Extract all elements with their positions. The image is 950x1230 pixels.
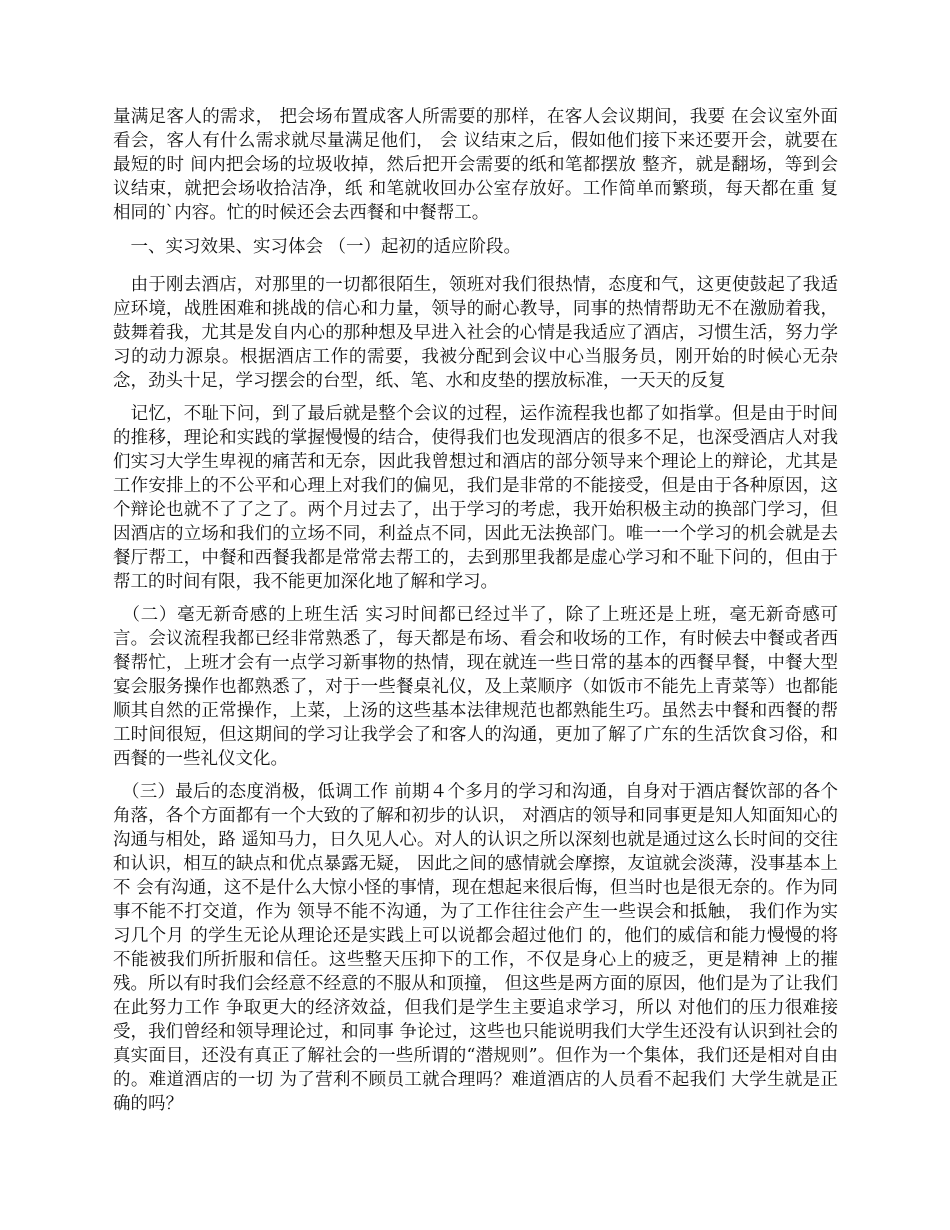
paragraph-intro: 量满足客人的需求， 把会场布置成客人所需要的那样，在客人会议期间，我要 在会议室外面看会，客人有什么需求就尽量满足他们， 会 议结束之后，假如他们接下来还要开会，就要在最短的时 间内把会场的垃圾收掉，然后把开会需要的纸和笔都摆放 整齐，就是翻场，等到会议结束，就把会场收拾洁净，纸 和笔就收回办公室存放好。工作简单而繁琐，每天都在重 复相同的`内容。忙的时候还会去西餐和中餐帮工。 [113,107,838,223]
document-body [113,105,838,1125]
paragraph-memory: 记忆，不耻下问，到了最后就是整个会议的过程，运作流程我也都了如指掌。但是由于时间的推移，理论和实践的掌握慢慢的结合，使得我们也发现酒店的很多不足，也深受酒店人对我们实习大学生卑视的痛苦和无奈，因此我曾想过和酒店的部分领导来个理论上的辩论，尤其是工作安排上的不公平和心理上对我们的偏见，我们是非常的不能接受，但是由于各种原因，这个辩论也就不了了之了。两个月过去了，出于学习的考虑，我开始积极主动的换部门学习，但因酒店的立场和我们的立场不同，利益点不同，因此无法换部门。唯一一个学习的机会就是去餐厅帮工，中餐和西餐我都是常常去帮工的，去到那里我都是虚心学习和不耻下问的，但由于帮工的时间有限，我不能更加深化地了解和学习。 [113,404,838,592]
paragraph-routine: （二）毫无新奇感的上班生活 实习时间都已经过半了，除了上班还是上班，毫无新奇感可言。会议流程我都已经非常熟悉了，每天都是布场、看会和收场的工作，有时候去中餐或者西餐帮忙，上班才会有一点学习新事物的热情，现在就连一些日常的基本的西餐早餐，中餐大型宴会服务操作也都熟悉了，对于一些餐桌礼仪，及上菜顺序（如饭市不能先上青菜等）也都能顺其自然的正常操作，上菜，上汤的这些基本法律规范也都熟能生巧。虽然去中餐和西餐的帮工时间很短，但这期间的学习让我学会了和客人的沟通，更加了解了广东的生活饮食习俗，和西餐的一些礼仪文化。 [113,605,838,769]
paragraph-attitude: （三）最后的态度消极，低调工作 前期４个多月的学习和沟通，自身对于酒店餐饮部的各个角落，各个方面都有一个大致的了解和初步的认识， 对酒店的领导和同事更是知人知面知心的沟通与相处，路 遥知马力，日久见人心。对人的认识之所以深刻也就是通过这么长时间的交往和认识，相互的缺点和优点暴露无疑， 因此之间的感情就会摩擦，友谊就会淡薄，没事基本上不 会有沟通，这不是什么大惊小怪的事情，现在想起来很后悔，但当时也是很无奈的。作为同事不能不打交道，作为 领导不能不沟通，为了工作往往会产生一些误会和抵触， 我们作为实习几个月 的学生无论从理论还是实践上可以说都会超过他们 的，他们的威信和能力慢慢的将不能被我们所折服和信任。这些整天压抑下的工作，不仅是身心上的疲乏，更是精神 上的摧残。所以有时我们会经意不经意的不服从和顶撞， 但这些是两方面的原因，他们是为了让我们在此努力工作 争取更大的经济效益，但我们是学生主要追求学习，所以 对他们的压力很难接受，我们曾经和领导理论过，和同事 争论过，这些也只能说明我们大学生还没有认识到社会的 真实面目，还没有真正了解社会的一些所谓的“潜规则”。但作为一个集体，我们还是相对自由的。难道酒店的一切 为了营利不顾员工就合理吗？难道酒店的人员看不起我们 大学生就是正确的吗？ [113,782,838,1114]
paragraph-adaptation: 由于刚去酒店，对那里的一切都很陌生，领班对我们很热情，态度和气，这更使鼓起了我适应环境，战胜困难和挑战的信心和力量，领导的耐心教导，同事的热情帮助无不在激励着我，鼓舞着我，尤其是发自内心的那种想及早进入社会的心情是我适应了酒店，习惯生活，努力学习的动力源泉。根据酒店工作的需要，我被分配到会议中心当服务员，刚开始的时候心无杂念，劲头十足，学习摆会的台型，纸、笔、水和皮垫的摆放标准，一天天的反复 [113,275,838,391]
section-heading: 一、实习效果、实习体会 （一）起初的适应阶段。 [113,237,522,257]
